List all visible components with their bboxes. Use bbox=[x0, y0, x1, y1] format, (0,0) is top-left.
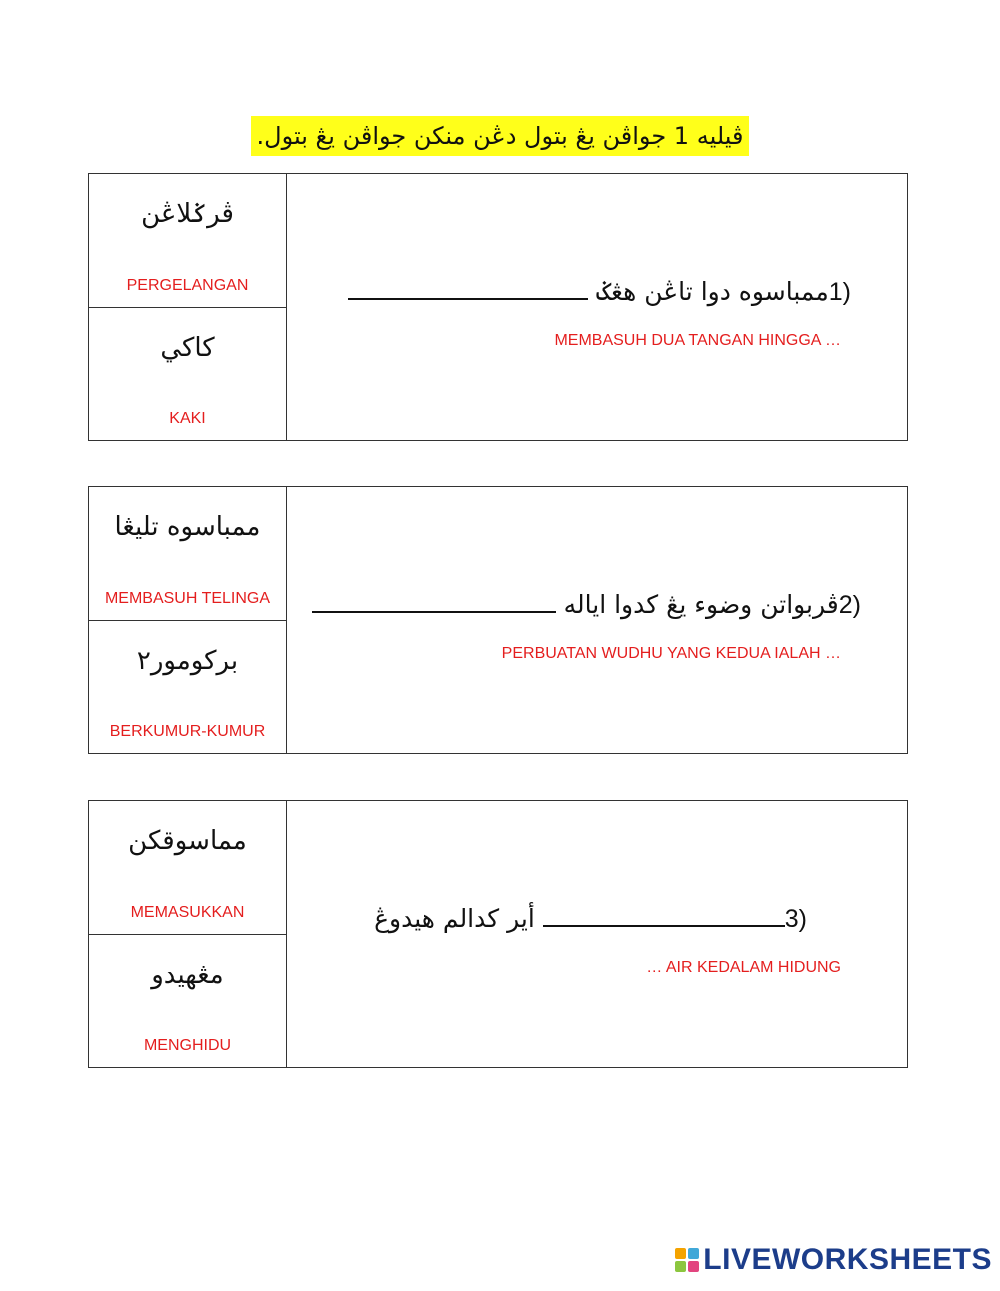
logo-square-v bbox=[675, 1261, 686, 1272]
answer-option[interactable] bbox=[89, 620, 286, 754]
option-latin: MENGHIDU bbox=[143, 1037, 232, 1054]
liveworksheets-wordmark: LIVEWORKSHEETS bbox=[703, 1243, 992, 1276]
question-text bbox=[287, 270, 851, 312]
option-jawi: ممباسوه تليڠا bbox=[114, 512, 261, 542]
answer-option[interactable] bbox=[89, 801, 286, 934]
answer-option[interactable] bbox=[89, 307, 286, 441]
logo-square-e bbox=[688, 1261, 699, 1272]
answer-options bbox=[89, 487, 287, 753]
option-latin: KAKI bbox=[169, 410, 206, 427]
question-text bbox=[287, 583, 861, 625]
answer-blank[interactable] bbox=[348, 270, 588, 300]
answer-blank[interactable] bbox=[312, 583, 556, 613]
question-translation: PERBUATAN WUDHU YANG KEDUA IALAH … bbox=[501, 645, 841, 662]
question-jawi: ممباسوه دوا تاڠن هڠݢ bbox=[596, 277, 829, 306]
question-box-2 bbox=[88, 486, 908, 754]
option-jawi: كاكي bbox=[160, 332, 215, 363]
logo-square-i bbox=[688, 1248, 699, 1259]
question-number: 3) bbox=[784, 905, 807, 933]
option-jawi: مماسوقكن bbox=[128, 826, 247, 856]
option-latin: BERKUMUR-KUMUR bbox=[109, 723, 266, 740]
question-jawi: أير كدالم هيدوڠ bbox=[374, 904, 535, 933]
logo-square-l bbox=[675, 1248, 686, 1259]
question-jawi: ڤربواتن وضوء يڠ كدوا اياله bbox=[563, 590, 839, 619]
question-area bbox=[287, 801, 907, 1067]
option-latin: MEMASUKKAN bbox=[130, 903, 245, 921]
question-area bbox=[287, 487, 907, 753]
option-latin: MEMBASUH TELINGA bbox=[104, 589, 271, 607]
instruction-text: ڤيليه 1 جواڤن يڠ بتول دڠن منكن جواڤن يڠ بتول. bbox=[251, 116, 750, 156]
option-jawi: مڠهيدو bbox=[151, 959, 224, 990]
option-jawi: ڤرݢلاڠن bbox=[141, 199, 234, 229]
answer-blank[interactable] bbox=[543, 897, 785, 927]
answer-option[interactable] bbox=[89, 174, 286, 307]
option-latin: PERGELANGAN bbox=[126, 276, 249, 294]
answer-option[interactable] bbox=[89, 934, 286, 1068]
answer-option[interactable] bbox=[89, 487, 286, 620]
answer-options bbox=[89, 174, 287, 440]
answer-options bbox=[89, 801, 287, 1067]
question-number: 2) bbox=[838, 591, 861, 619]
liveworksheets-logo bbox=[675, 1243, 992, 1277]
question-text bbox=[287, 897, 807, 939]
option-jawi: بركومور٢ bbox=[136, 645, 239, 676]
question-translation: … AIR KEDALAM HIDUNG bbox=[646, 959, 841, 976]
question-box-3 bbox=[88, 800, 908, 1068]
liveworksheets-icon bbox=[675, 1248, 699, 1272]
instruction-title bbox=[0, 116, 1000, 156]
question-number: 1) bbox=[828, 278, 851, 306]
question-box-1 bbox=[88, 173, 908, 441]
question-translation: MEMBASUH DUA TANGAN HINGGA … bbox=[554, 332, 841, 349]
question-area bbox=[287, 174, 907, 440]
